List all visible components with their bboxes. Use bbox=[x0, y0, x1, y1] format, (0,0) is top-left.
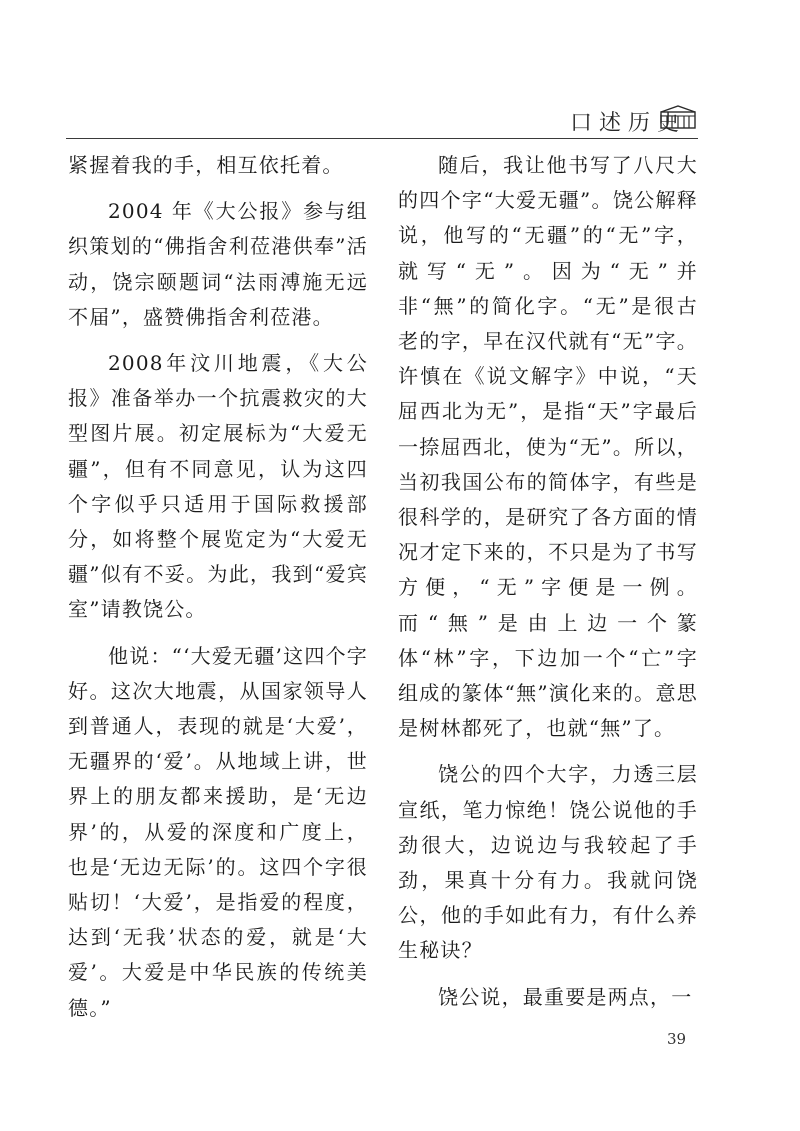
paragraph: 他说：“‘大爱无疆’这四个字好。这次大地震，从国家领导人到普通人，表现的就是‘大爱’，无疆界的‘爱’。从地域上讲，世界上的朋友都来援助，是‘无边界’的，从爱的深度和广度上，也是‘无边无际’的。这四个字很贴切！‘大爱’，是指爱的程度，达到‘无我’状态的爱，就是‘大爱’。大爱是中华民族的传统美德。” bbox=[68, 643, 368, 1020]
paragraph: 饶公说，最重要是两点，一 bbox=[438, 984, 693, 1009]
paragraph: 紧握着我的手，相互依托着。 bbox=[68, 153, 344, 177]
right-column bbox=[398, 148, 698, 1026]
paragraph: 饶公的四个大字，力透三层宣纸，笔力惊绝！饶公说他的手劲很大，边说边与我较起了手劲，果真十分有力。我就问饶公，他的手如此有力，有什么养生秘诀？ bbox=[398, 762, 698, 963]
paragraph: 2008年汶川地震，《大公报》准备举办一个抗震救灾的大型图片展。初定展标为“大爱无疆”，但有不同意见，认为这四个字似乎只适用于国际救援部分，如将整个展览定为“大爱无疆”似有不妥。为此，我到“爱宾室”请教饶公。 bbox=[68, 351, 368, 622]
running-header-title: 口述历史 bbox=[570, 111, 687, 136]
page-number: 39 bbox=[667, 1030, 687, 1048]
paragraph: 随后，我让他书写了八尺大的四个字“大爱无疆”。饶公解释说，他写的“无疆”的“无”字，就写“无”。因为“无”并非“無”的简化字。“无”是很古老的字，早在汉代就有“无”字。许慎在《说文解字》中说，“天屈西北为无”，是指“天”字最后一捺屈西北，使为“无”。所以，当初我国公布的简体字，有些是很科学的，是研究了各方面的情况才定下来的，不只是为了书写方便，“无”字便是一例。而“無”是由上边一个篆体“林”字，下边加一个“亡”字组成的篆体“無”演化来的。意思是树林都死了，也就“無”了。 bbox=[398, 153, 698, 741]
header-rule bbox=[66, 138, 698, 139]
paragraph: 2004 年《大公报》参与组织策划的“佛指舍利莅港供奉”活动，饶宗颐题词“法雨溥施无远不届”，盛赞佛指舍利莅港。 bbox=[68, 199, 368, 329]
left-column bbox=[68, 148, 368, 1037]
building-logo-icon bbox=[660, 105, 696, 129]
